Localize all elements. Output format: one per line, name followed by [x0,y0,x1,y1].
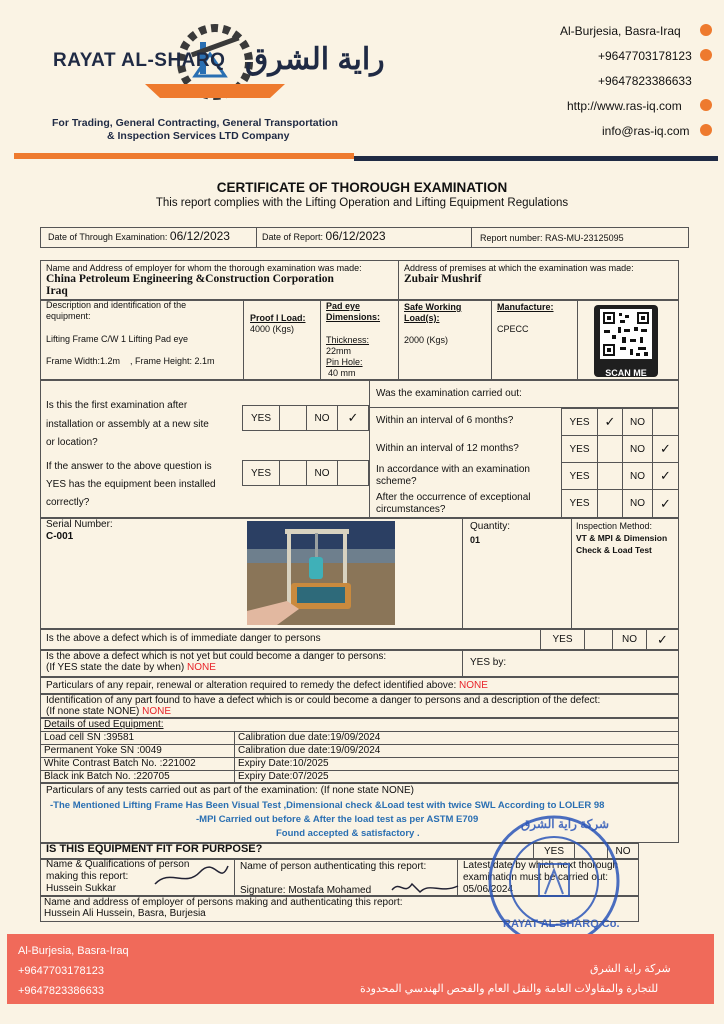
logo-text-arabic: راية الشرق [245,43,385,76]
manufacture-value: CPECC [497,324,529,334]
tagline-line1: For Trading, General Contracting, General Transportation [52,117,338,129]
qr-code[interactable] [594,305,658,377]
identification-note: (If none state NONE) [46,706,140,717]
first-exam-q-line3: or location? [46,437,98,448]
thickness-value: 22mm [326,346,352,356]
pad-eye-label-line2: Dimensions: [326,312,381,322]
swl-label-line2: Load(s): [404,313,440,323]
company-stamp [487,814,621,948]
stamp-text-english: RAYAT AL-SHARQ Co. [503,918,620,930]
immediate-no[interactable]: NO [612,629,647,650]
serial-label: Serial Number: [46,519,113,530]
installed-q-line2: YES has the equipment been installed [46,479,216,490]
pin-hole-value: 40 mm [328,368,356,378]
description-line2: Frame Width:1.2m , Frame Height: 2.1m [46,356,215,366]
scan-me-label: SCAN ME [605,368,647,378]
first-exam-no[interactable]: NO [306,405,338,431]
authenticating-signature: Signature: Mostafa Mohamed [240,885,372,896]
interval-12-no-check[interactable]: ✓ [652,435,679,463]
next-exam-label-line2: examination must be carried out: [463,872,609,883]
used-equipment-info-1: Calibration due date:19/09/2024 [238,732,381,743]
used-equipment-item-2: Permanent Yoke SN :0049 [44,745,162,756]
first-exam-yes-box[interactable] [279,405,307,431]
premises-label: Address of premises at which the examination was made: [404,263,634,273]
header-phone1: +9647703178123 [598,49,692,63]
interval-6-yes-check[interactable]: ✓ [597,408,623,436]
scheme-yes-box[interactable] [597,462,623,490]
identification-question: Identification of any part found to have a defect which is or could become a danger to persons and a description of the defect: [46,695,601,706]
used-equipment-header: Details of used Equipment: [44,719,164,730]
scheme-no-check[interactable]: ✓ [652,462,679,490]
proof-load-label: Proof l Load: [250,313,306,323]
exam-date-label: Date of Through Examination: [48,232,168,242]
premises-value: Zubair Mushrif [404,273,482,285]
employer-value-line2: Iraq [46,285,68,297]
yes-by-label: YES by: [470,657,507,668]
first-exam-yes[interactable]: YES [242,405,280,431]
header-phone2: +9647823386633 [598,74,692,88]
first-exam-no-check[interactable]: ✓ [337,405,369,431]
report-date-value: 06/12/2023 [325,229,386,243]
used-equipment-item-1: Load cell SN :39581 [44,732,135,743]
immediate-no-check[interactable]: ✓ [646,629,679,650]
swl-value: 2000 (Kgs) [404,335,449,345]
immediate-danger-question: Is the above a defect which is of immediate danger to persons [46,633,321,644]
tests-label: Particulars of any tests carried out as part of the examination: (If none state NONE) [46,785,414,796]
interval-6-yes[interactable]: YES [561,408,598,436]
exceptional-no-check[interactable]: ✓ [652,489,679,518]
reporter-employer-label: Name and address of employer of persons making and authenticating this report: [44,897,403,908]
employer-value-line1: China Petroleum Engineering &Construction Corporation [46,273,334,285]
interval-12-no[interactable]: NO [622,435,653,463]
serial-value: C-001 [46,531,74,542]
employer-label: Name and Address of employer for whom the thorough examination was made: [46,263,362,273]
qualifications-label-line2: making this report: [46,871,129,882]
used-equipment-item-4: Black ink Batch No. :220705 [44,771,170,782]
exceptional-no[interactable]: NO [622,489,653,518]
installed-q-line3: correctly? [46,497,90,508]
stamp-text-arabic: شركة راية الشرق [521,817,610,831]
carried-out-exceptional-line2: circumstances? [376,504,446,515]
installed-yes-box[interactable] [279,460,307,486]
interval-6-no[interactable]: NO [622,408,653,436]
immediate-yes[interactable]: YES [540,629,585,650]
exceptional-yes-box[interactable] [597,489,623,518]
used-equipment-item-3: White Contrast Batch No. :221002 [44,758,196,769]
carried-out-6-months: Within an interval of 6 months? [376,415,514,426]
fit-yes[interactable]: YES [533,843,575,859]
quantity-label: Quantity: [470,521,511,532]
repair-question: Particulars of any repair, renewal or alteration required to remedy the defect identified above: [46,680,457,691]
manufacture-label: Manufacture: [497,302,554,312]
future-danger-none: NONE [187,662,216,673]
mail-icon [700,124,712,136]
header-website[interactable]: http://www.ras-iq.com [567,99,682,113]
next-exam-label-line1: Latest date by which next thorough [463,860,619,871]
future-danger-note: (If YES state the date by when) [46,662,185,673]
installed-yes[interactable]: YES [242,460,280,486]
fit-for-purpose-question: IS THIS EQUIPMENT FIT FOR PURPOSE? [46,843,263,855]
logo-text-english: RAYAT AL-SHARQ [53,50,226,71]
certificate-subtitle: This report complies with the Lifting Operation and Lifting Equipment Regulations [155,197,569,209]
signature-hussein [150,858,230,894]
description-label-line2: equipment: [46,311,91,321]
tests-line1: -The Mentioned Lifting Frame Has Been Visual Test ,Dimensional check &Load test with twice SWL According to LOLER 98 [50,800,605,811]
first-exam-q-line2: installation or assembly at a new site [46,419,209,430]
footer-address: Al-Burjesia, Basra-Iraq [18,945,129,957]
interval-12-yes[interactable]: YES [561,435,598,463]
report-number-label: Report number: [480,233,543,243]
exceptional-yes[interactable]: YES [561,489,598,518]
globe-icon [700,99,712,111]
header-divider-navy [354,156,718,161]
future-danger-question: Is the above a defect which is not yet but could become a danger to persons: [46,651,387,662]
carried-out-header: Was the examination carried out: [376,388,522,399]
signature-mostafa [390,878,460,898]
installed-no-box[interactable] [337,460,369,486]
used-equipment-info-2: Calibration due date:19/09/2024 [238,745,381,756]
swl-label-line1: Safe Working [404,302,462,312]
carried-out-exceptional-line1: After the occurrence of exceptional [376,492,531,503]
carried-out-scheme-line1: In accordance with an examination [376,464,530,475]
immediate-yes-box[interactable] [584,629,613,650]
authenticating-label: Name of person authenticating this report: [240,861,427,872]
footer-arabic-description: للتجارة والمقاولات العامة والنقل العام والفحص الهندسي المحدودة [360,983,659,995]
carried-out-scheme-line2: scheme? [376,476,417,487]
report-date-label: Date of Report: [262,232,324,242]
phone-icon [700,49,712,61]
footer-arabic-name: شركة راية الشرق [590,963,671,975]
qualifications-label-line1: Name & Qualifications of person [46,859,190,870]
tests-line3: Found accepted & satisfactory . [276,828,420,839]
inspection-method-line1: VT & MPI & Dimension [576,533,668,543]
carried-out-12-months: Within an interval of 12 months? [376,443,519,454]
header-email[interactable]: info@ras-iq.com [602,124,690,138]
pad-eye-label-line1: Pad eye [326,301,361,311]
reporter-employer-value: Hussein Ali Hussein, Basra, Burjesia [44,908,206,919]
description-line1: Lifting Frame C/W 1 Lifting Pad eye [46,334,189,344]
qualifications-value: Hussein Sukkar [46,883,117,894]
interval-6-no-box[interactable] [652,408,679,436]
repair-none: NONE [459,680,488,691]
report-number-value: RAS-MU-23125095 [545,233,624,243]
header-address: Al-Burjesia, Basra-Iraq [560,24,681,38]
scheme-yes[interactable]: YES [561,462,598,490]
interval-12-yes-box[interactable] [597,435,623,463]
first-exam-q-line1: Is this the first examination after [46,400,188,411]
quantity-value: 01 [470,535,481,545]
exam-date-value: 06/12/2023 [169,229,230,243]
identification-none: NONE [142,706,172,717]
equipment-photo-graphic [247,521,395,625]
installed-q-line1: If the answer to the above question is [46,461,212,472]
next-exam-value: 05/06/2024 [463,884,514,895]
qr-code-graphic [594,305,658,361]
pin-hole-label: Pin Hole: [326,357,363,367]
footer-phone1: +9647703178123 [18,965,104,977]
inspection-method-line2: Check & Load Test [576,545,652,555]
used-equipment-info-4: Expiry Date:07/2025 [238,771,329,782]
scheme-no[interactable]: NO [622,462,653,490]
equipment-photo [247,521,395,625]
certificate-title: CERTIFICATE OF THOROUGH EXAMINATION [216,180,508,195]
footer-phone2: +9647823386633 [18,985,104,997]
inspection-method-label: Inspection Method: [576,521,653,531]
header-divider-orange [14,153,354,159]
installed-no[interactable]: NO [306,460,338,486]
tagline-line2: & Inspection Services LTD Company [107,130,290,142]
proof-load-value: 4000 (Kgs) [250,324,295,334]
used-equipment-info-3: Expiry Date:10/2025 [238,758,329,769]
fit-no[interactable]: NO [607,843,639,859]
location-icon [700,24,712,36]
description-label-line1: Description and identification of the [46,300,187,310]
thickness-label: Thickness: [326,335,370,345]
tests-line2: -MPI Carried out before & After the load test as per ASTM E709 [196,814,479,825]
